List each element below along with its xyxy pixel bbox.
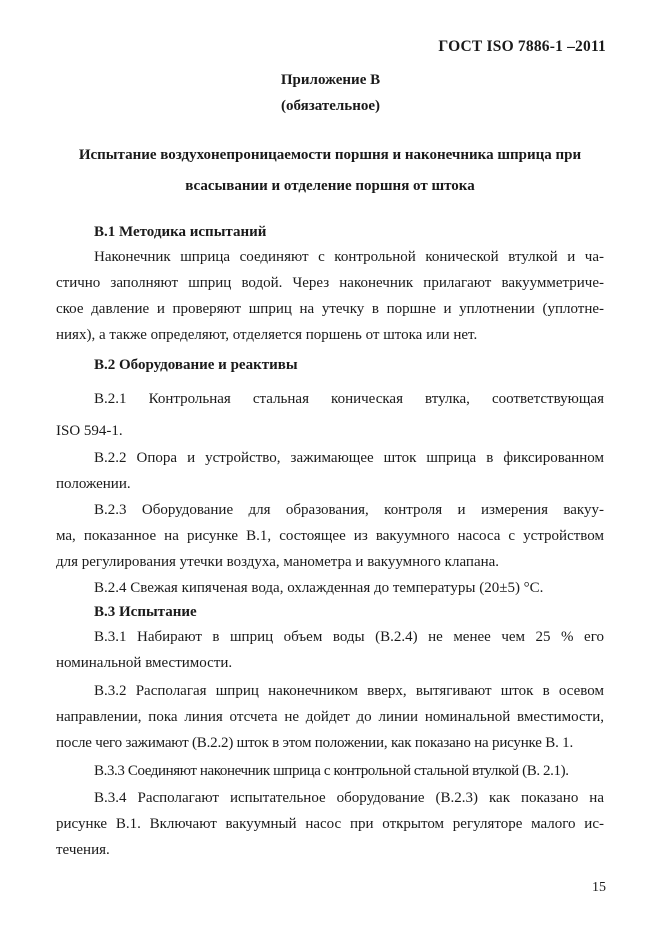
paragraph-line: направлении, пока линия отсчета не дойдет до линии номинальной вместимости, <box>56 709 604 725</box>
appendix-title: Приложение В <box>280 72 381 88</box>
section-b23-paragraph <box>56 497 604 575</box>
section-b24-paragraph <box>56 575 604 601</box>
paragraph-line: для регулирования утечки воздуха, манометра и вакуумного клапана. <box>56 554 500 570</box>
section-b22-paragraph <box>56 445 604 497</box>
section-b21-paragraph <box>56 386 604 444</box>
paragraph-line: положении. <box>56 476 131 492</box>
paragraph-line: В.3.4 Располагают испытательное оборудование (В.2.3) как показано на <box>94 790 604 806</box>
section-b1-heading: В.1 Методика испытаний <box>94 224 267 240</box>
paragraph-line: В.2.3 Оборудование для образования, контроля и измерения вакуу- <box>94 502 604 518</box>
paragraph-line: В.2.4 Свежая кипяченая вода, охлажденная до температуры (20±5) °С. <box>94 580 544 596</box>
paragraph-line: стично заполняют шприц водой. Через наконечник прилагают вакуумметриче- <box>56 275 604 291</box>
paragraph-line: В.2.2 Опора и устройство, зажимающее шток шприца в фиксированном <box>94 450 604 466</box>
document-title-line-2: всасывании и отделение поршня от штока <box>185 178 475 194</box>
paragraph-line: номинальной вместимости. <box>56 655 233 671</box>
document-title-line-1: Испытание воздухонепроницаемости поршня и наконечника шприца при <box>78 147 582 163</box>
section-b32-paragraph <box>56 678 604 756</box>
paragraph-line: после чего зажимают (В.2.2) шток в этом положении, как показано на рисунке В. 1. <box>56 735 574 751</box>
paragraph-line: В.3.1 Набирают в шприц объем воды (В.2.4) не менее чем 25 % его <box>94 629 604 645</box>
paragraph-line: В.3.3 Соединяют наконечник шприца с контрольной стальной втулкой (В. 2.1). <box>94 763 569 779</box>
paragraph-line: ское давление и проверяют шприц на утечку в поршне и уплотнении (уплотне- <box>56 301 604 317</box>
appendix-status: (обязательное) <box>280 98 381 114</box>
paragraph-line: рисунке В.1. Включают вакуумный насос при открытом регуляторе малого ис- <box>56 816 604 832</box>
section-b33-paragraph <box>56 758 604 784</box>
section-b31-paragraph <box>56 624 604 676</box>
section-b34-paragraph <box>56 785 604 863</box>
document-title <box>40 140 620 202</box>
paragraph-line: ма, показанное на рисунке В.1, состоящее из вакуумного насоса с устройством <box>56 528 604 544</box>
paragraph-line: течения. <box>56 842 110 858</box>
standard-designation: ГОСТ ISO 7886-1 –2011 <box>438 38 606 55</box>
section-b3-heading: В.3 Испытание <box>94 604 197 620</box>
paragraph-line: Наконечник шприца соединяют с контрольной конической втулкой и ча- <box>94 249 604 265</box>
paragraph-line: В.2.1 Контрольная стальная коническая втулка, соответствующая <box>94 391 604 407</box>
section-b2-heading: В.2 Оборудование и реактивы <box>94 357 298 373</box>
paragraph-line: ISO 594-1. <box>56 423 123 439</box>
paragraph-line: В.3.2 Располагая шприц наконечником вверх, вытягивают шток в осевом <box>94 683 604 699</box>
section-b1-paragraph <box>56 244 604 348</box>
page-number: 15 <box>592 880 606 895</box>
paragraph-line: ниях), а также определяют, отделяется поршень от штока или нет. <box>56 327 478 343</box>
